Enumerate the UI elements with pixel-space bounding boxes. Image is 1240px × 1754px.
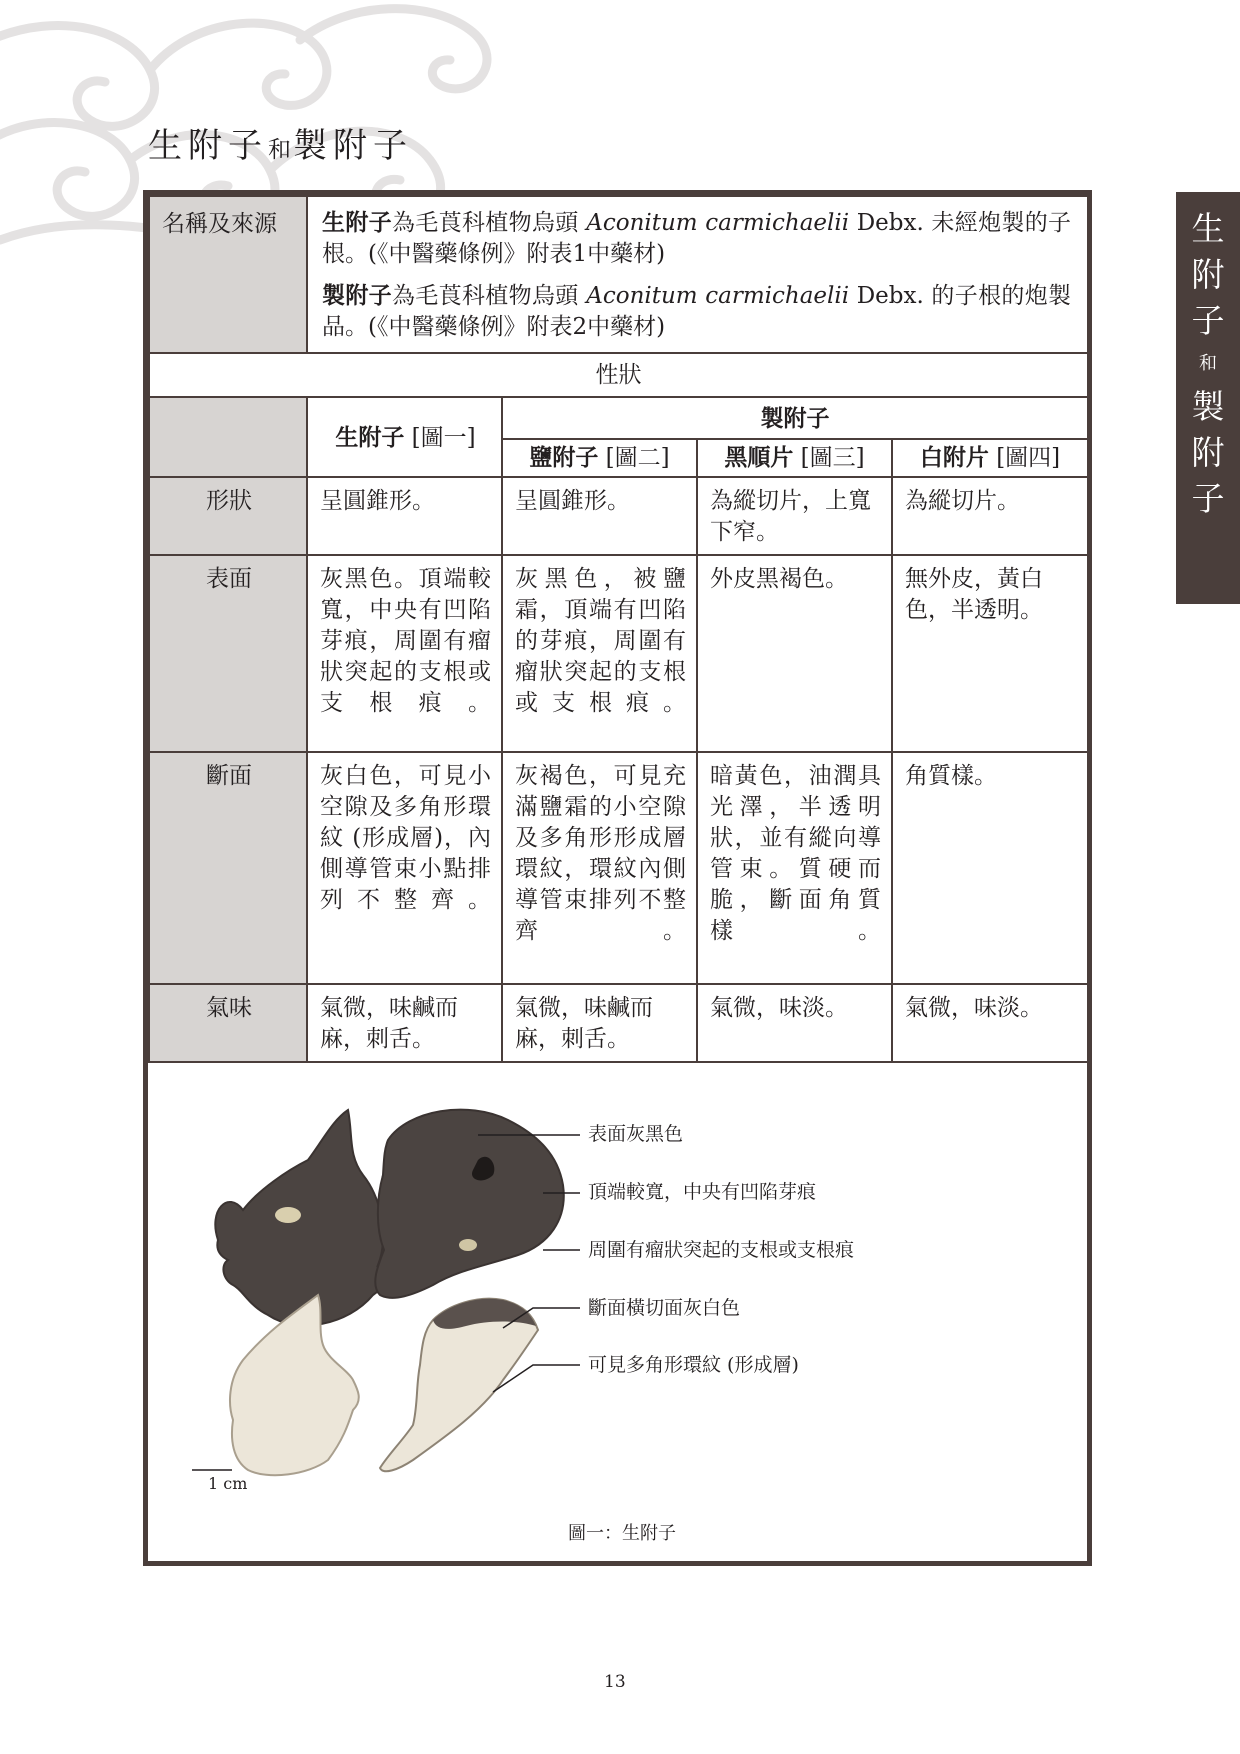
column-group-row [149, 397, 1088, 439]
table-cell: 無外皮，黃白色，半透明。 [892, 555, 1088, 752]
row-label-section: 斷面 [149, 752, 307, 984]
section-title-row [149, 353, 1088, 397]
source-term: 生附子 [322, 209, 392, 236]
column-header-ref: [圖四] [996, 445, 1061, 471]
table-cell: 呈圓錐形。 [502, 477, 697, 555]
source-text: Debx. 未經炮製的子根。(《中醫藥條例》附表1中藥材) [322, 210, 1072, 267]
table-cell: 灰褐色，可見充滿鹽霜的小空隙及多角形形成層環紋，環紋內側導管束排列不整齊。 [502, 752, 697, 984]
tuber-whole-right [375, 1110, 564, 1298]
side-tab [1176, 192, 1240, 604]
table-cell: 角質樣。 [892, 752, 1088, 984]
table-row [149, 477, 1088, 555]
side-tab-char: 和 [1199, 353, 1217, 374]
title-connector: 和 [268, 137, 293, 163]
row-label-shape: 形狀 [149, 477, 307, 555]
table-cell: 灰黑色，被鹽霜，頂端有凹陷的芽痕，周圍有瘤狀突起的支根或支根痕。 [502, 555, 697, 752]
source-term: 製附子 [322, 282, 392, 309]
figure-label: 斷面橫切面灰白色 [588, 1297, 741, 1319]
source-row [149, 196, 1088, 353]
figure-label: 頂端較寬，中央有凹陷芽痕 [588, 1181, 817, 1203]
column-header-name: 生附子 [335, 424, 405, 451]
column-header-black-slice [697, 439, 892, 477]
latin-name: Aconitum carmichaelii [586, 283, 850, 309]
side-tab-char: 附 [1191, 433, 1225, 472]
table-cell: 為縱切片。 [892, 477, 1088, 555]
characteristics-table [148, 195, 1089, 1063]
header-blank-cell [149, 397, 307, 477]
side-tab-char: 附 [1191, 255, 1225, 294]
table-cell: 外皮黑褐色。 [697, 555, 892, 752]
column-header-ref: [圖三] [800, 445, 865, 471]
column-header-white-slice [892, 439, 1088, 477]
side-tab-char: 子 [1191, 479, 1225, 518]
table-cell: 為縱切片，上寬下窄。 [697, 477, 892, 555]
table-row [149, 984, 1088, 1062]
section-title: 性狀 [149, 353, 1088, 397]
column-group-header: 製附子 [502, 397, 1088, 439]
column-header-name: 白附片 [919, 444, 989, 471]
column-header-ref: [圖二] [605, 445, 670, 471]
source-text: 為毛莨科植物烏頭 [391, 210, 579, 236]
tuber-section-left [230, 1295, 359, 1475]
figure-label: 可見多角形環紋 (形成層) [588, 1354, 799, 1376]
side-tab-char: 製 [1191, 387, 1225, 426]
specimen-photo [148, 1080, 1087, 1561]
figure-label: 表面灰黑色 [588, 1123, 684, 1145]
column-header-name: 黑順片 [724, 444, 794, 471]
monograph-frame [143, 190, 1092, 1566]
page-number: 13 [604, 1672, 626, 1692]
side-tab-char: 子 [1191, 301, 1225, 340]
scale-label: 1 cm [208, 1474, 248, 1493]
figure-label: 周圍有瘤狀突起的支根或支根痕 [588, 1239, 855, 1261]
row-label-odour-taste: 氣味 [149, 984, 307, 1062]
page-title [148, 118, 413, 167]
table-row [149, 752, 1088, 984]
column-header-raw [307, 397, 502, 477]
title-main-b: 製附子 [293, 126, 413, 166]
latin-name: Aconitum carmichaelii [586, 210, 850, 236]
source-text: Debx. 的子根的炮製品。(《中醫藥條例》附表2中藥材) [322, 283, 1072, 340]
row-label-surface: 表面 [149, 555, 307, 752]
title-main-a: 生附子 [148, 126, 268, 166]
table-row [149, 555, 1088, 752]
table-cell: 灰白色，可見小空隙及多角形環紋 (形成層)，內側導管束小點排列不整齊。 [307, 752, 502, 984]
table-cell: 氣微，味鹹而麻，刺舌。 [307, 984, 502, 1062]
source-content [307, 196, 1088, 353]
source-paragraph-raw [322, 207, 1071, 270]
table-cell: 氣微，味鹹而麻，刺舌。 [502, 984, 697, 1062]
source-text: 為毛莨科植物烏頭 [391, 283, 579, 309]
column-header-ref: [圖一] [411, 425, 476, 451]
source-paragraph-processed [322, 280, 1071, 343]
table-cell: 氣微，味淡。 [697, 984, 892, 1062]
figure-area [148, 1080, 1087, 1561]
side-tab-char: 生 [1191, 209, 1225, 248]
table-cell: 呈圓錐形。 [307, 477, 502, 555]
figure-caption: 圖一：生附子 [568, 1523, 676, 1544]
column-header-salted [502, 439, 697, 477]
column-header-name: 鹽附子 [529, 444, 599, 471]
table-cell: 暗黃色，油潤具光澤，半透明狀，並有縱向導管束。質硬而脆，斷面角質樣。 [697, 752, 892, 984]
source-label: 名稱及來源 [149, 196, 307, 353]
table-cell: 灰黑色。頂端較寬，中央有凹陷芽痕，周圍有瘤狀突起的支根或支根痕。 [307, 555, 502, 752]
table-cell: 氣微，味淡。 [892, 984, 1088, 1062]
